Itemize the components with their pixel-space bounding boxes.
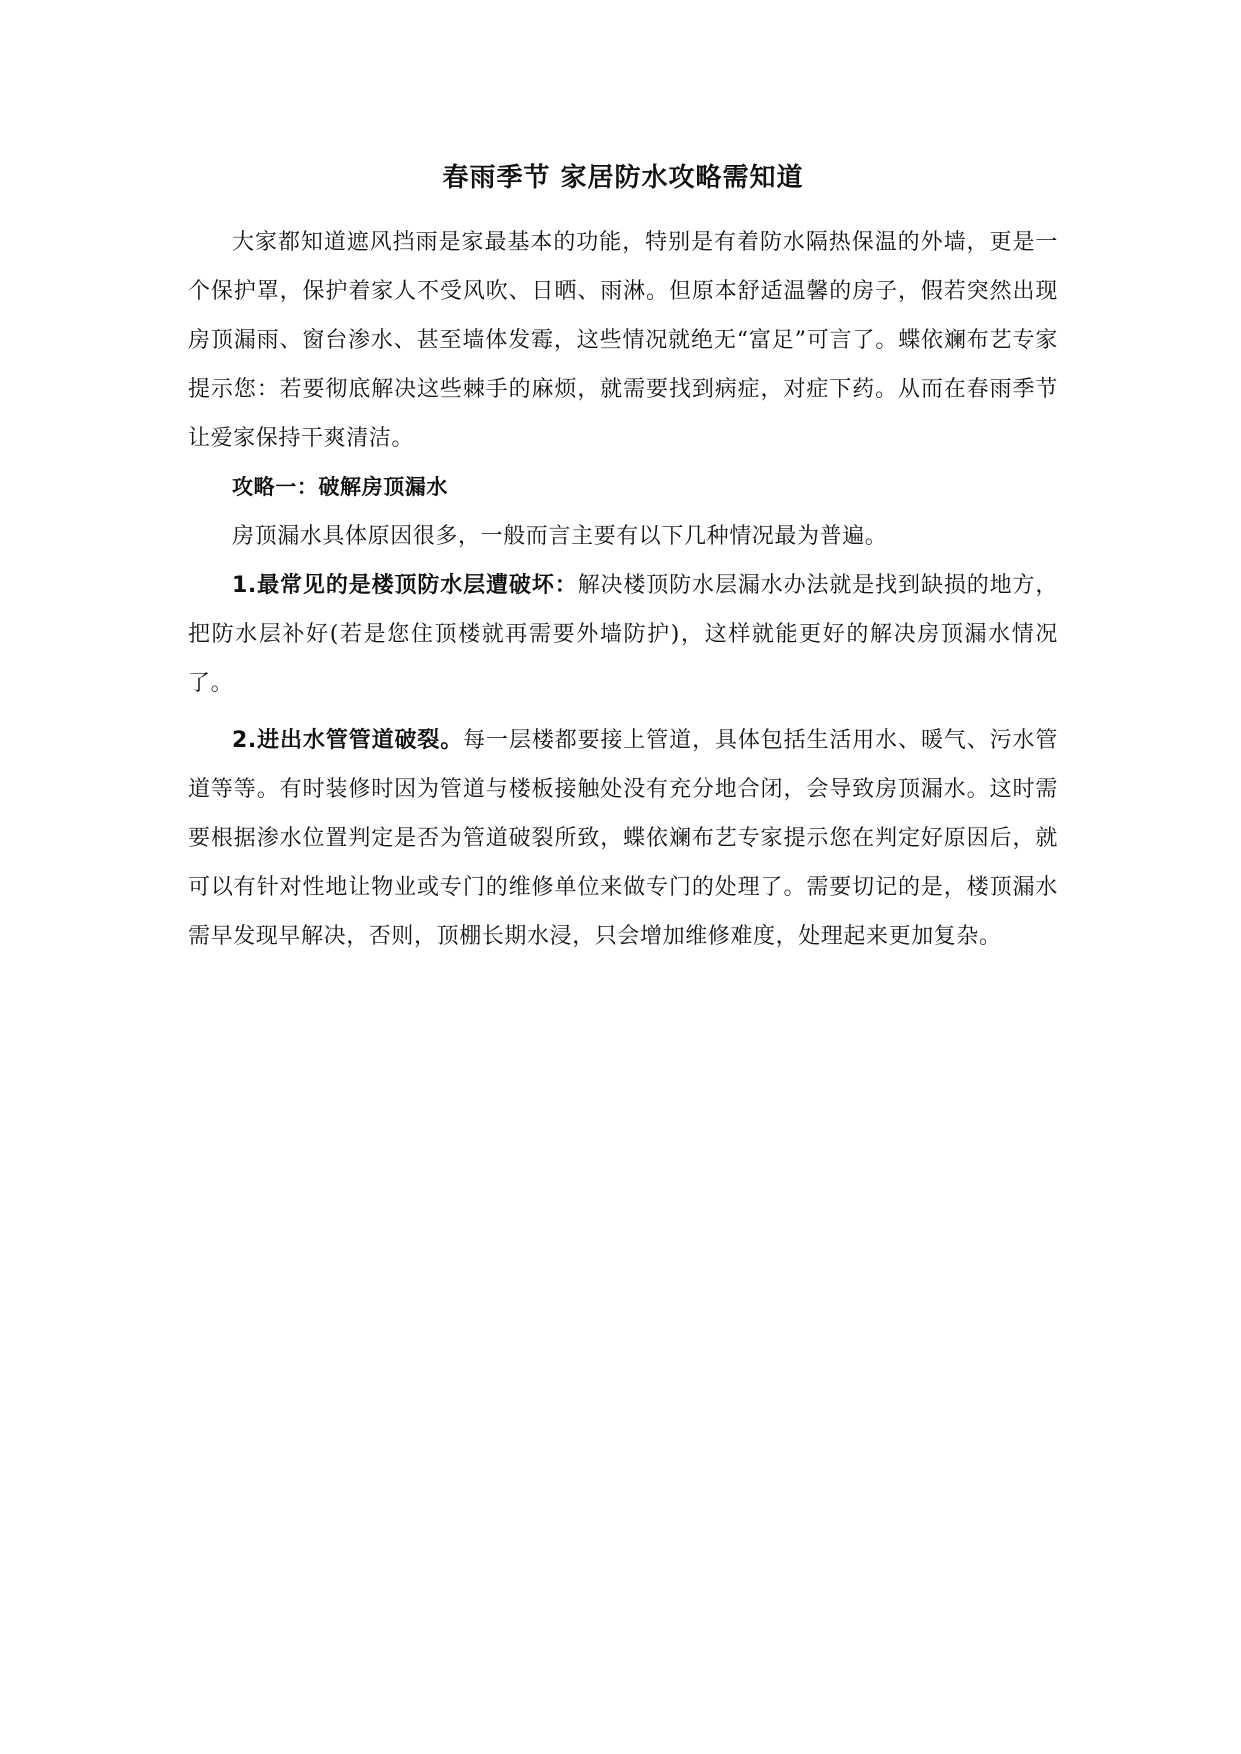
- list-item-1: [188, 561, 1058, 708]
- document-body: [188, 160, 1058, 961]
- list-item-2-text: 每一层楼都要接上管道，具体包括生活用水、暖气、污水管道等等。有时装修时因为管道与楼板接触处没有充分地合闭，会导致房顶漏水。这时需要根据渗水位置判定是否为管道破裂所致，蝶依斓布艺专家提示您在判定好原因后，就可以有针对性地让物业或专门的维修单位来做专门的处理了。需要切记的是，楼顶漏水需早发现早解决，否则，顶棚长期水浸，只会增加维修难度，处理起来更加复杂。: [188, 728, 1059, 949]
- list-item-1-lead: 1.最常见的是楼顶防水层遭破坏：: [232, 573, 578, 598]
- document-title: 春雨季节 家居防水攻略需知道: [442, 163, 804, 193]
- intro-paragraph: 大家都知道遮风挡雨是家最基本的功能，特别是有着防水隔热保温的外墙，更是一个保护罩，保护着家人不受风吹、日晒、雨淋。但原本舒适温馨的房子，假若突然出现房顶漏雨、窗台渗水、甚至墙体发霉，这些情况就绝无“富足”可言了。蝶依斓布艺专家提示您：若要彻底解决这些棘手的麻烦，就需要找到病症，对症下药。从而在春雨季节让爱家保持干爽清洁。: [188, 230, 1058, 451]
- list-item-2: [188, 716, 1058, 961]
- list-item-1-text: 解决楼顶防水层漏水办法就是找到缺损的地方，把防水层补好(若是您住顶楼就再需要外墙防护)，这样就能更好的解决房顶漏水情况了。: [188, 573, 1058, 696]
- section-summary: 房顶漏水具体原因很多，一般而言主要有以下几种情况最为普遍。: [232, 524, 888, 549]
- section-heading: 攻略一：破解房顶漏水: [232, 475, 448, 499]
- list-item-2-lead: 2.进出水管管道破裂。: [232, 728, 464, 753]
